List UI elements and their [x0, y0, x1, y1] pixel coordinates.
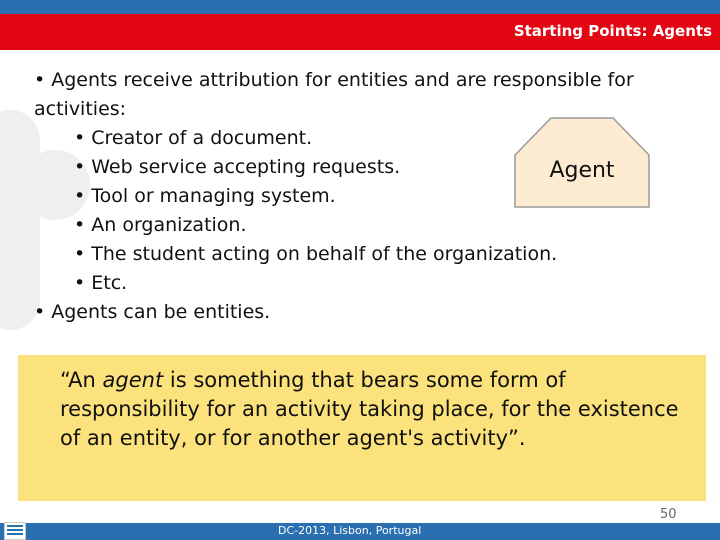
dcmi-logo-icon — [4, 522, 26, 540]
bullet-item: • Tool or managing system. — [74, 185, 336, 207]
bullet-item: • Agents can be entities. — [34, 301, 271, 323]
quote-open: “An — [60, 368, 103, 392]
bullet-item: • Etc. — [74, 272, 128, 294]
bullet-item: • An organization. — [74, 214, 247, 236]
quote-rest: is something that bears some form of responsibility for an activity taking place, for the existence of an entity, or for another agent's activity”. — [60, 368, 679, 450]
bullet-item: • Web service accepting requests. — [74, 156, 401, 178]
page-number: 50 — [660, 507, 677, 522]
bullet-item: • Creator of a document. — [74, 127, 313, 149]
agent-label: Agent — [549, 158, 615, 183]
header-blue-bar — [0, 0, 720, 14]
quote-text — [60, 366, 700, 453]
bullet-item: • Agents receive attribution for entities and are responsible for activities: — [34, 69, 634, 120]
bullet-item: • The student acting on behalf of the organization. — [74, 243, 558, 265]
quote-emphasis: agent — [102, 368, 164, 392]
slide-title: Starting Points: Agents — [513, 22, 712, 40]
footer-text: DC-2013, Lisbon, Portugal — [278, 524, 422, 537]
